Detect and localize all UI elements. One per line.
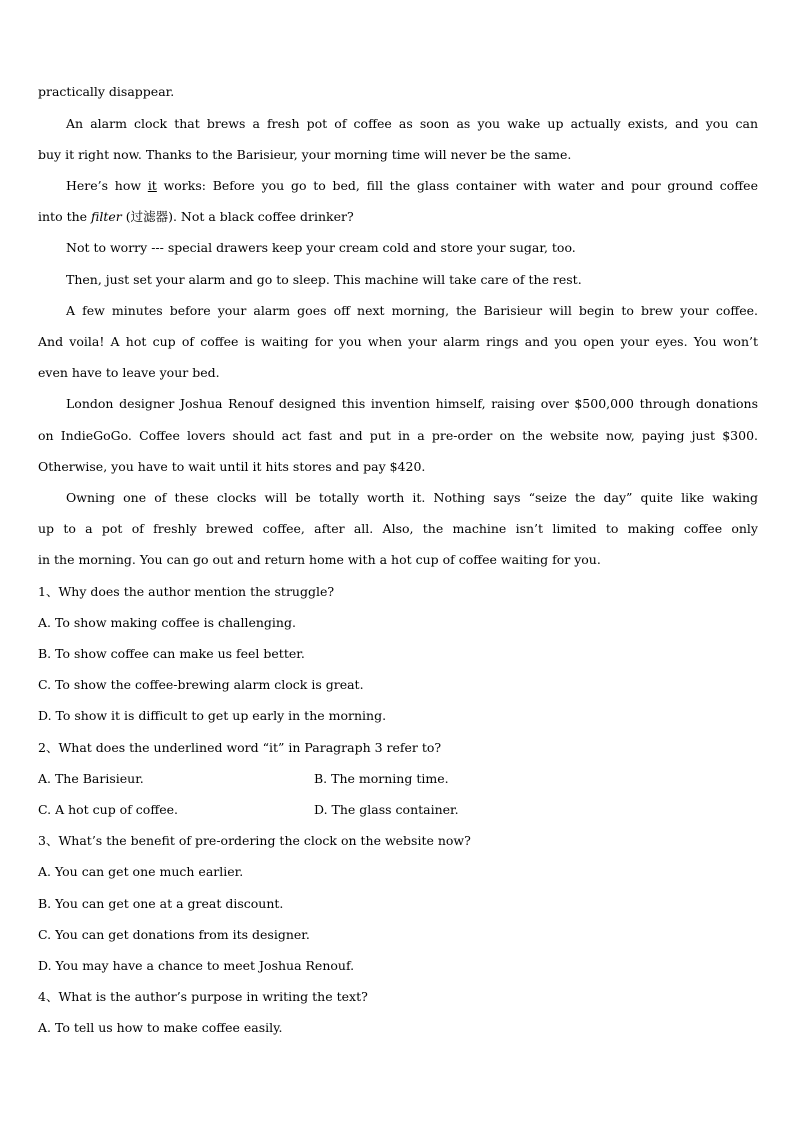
text-run: (过滤器). Not a black coffee drinker? — [121, 209, 354, 224]
answer-row — [38, 771, 758, 787]
passage-line: Then, just set your alarm and go to sleep. This machine will take care of the rest. — [66, 272, 582, 287]
passage-line: buy it right now. Thanks to the Barisieur, your morning time will never be the same. — [38, 147, 572, 162]
passage-line: A few minutes before your alarm goes off next morning, the Barisieur will begin to brew your coffee. — [66, 303, 758, 318]
answer-row — [38, 802, 758, 818]
passage-line: practically disappear. — [38, 84, 175, 99]
question-stem: 2、What does the underlined word “it” in Paragraph 3 refer to? — [38, 740, 442, 755]
passage-line: Owning one of these clocks will be totally worth it. Nothing says “seize the day” quite like waking — [66, 490, 758, 505]
text-run: Here’s how — [66, 178, 148, 193]
passage-line — [38, 209, 758, 225]
passage-line: Otherwise, you have to wait until it hits stores and pay $420. — [38, 459, 426, 474]
passage-line: London designer Joshua Renouf designed this invention himself, raising over $500,000 through donations — [66, 396, 758, 411]
passage-line — [66, 178, 758, 194]
answer-option: C. To show the coffee-brewing alarm clock is great. — [38, 677, 364, 692]
text-run: works: Before you go to bed, fill the glass container with water and pour ground coffee — [156, 178, 758, 193]
passage-line: And voila! A hot cup of coffee is waiting for you when your alarm rings and you open your eyes. You won’t — [38, 334, 758, 349]
passage-line: An alarm clock that brews a fresh pot of coffee as soon as you wake up actually exists, and you can — [66, 116, 758, 131]
answer-option: A. The Barisieur. — [38, 771, 144, 786]
answer-option: C. A hot cup of coffee. — [38, 802, 178, 817]
answer-option: D. You may have a chance to meet Joshua Renouf. — [38, 958, 355, 973]
answer-option: A. To tell us how to make coffee easily. — [38, 1020, 283, 1035]
answer-option: D. To show it is difficult to get up early in the morning. — [38, 708, 387, 723]
text-run: into the — [38, 209, 92, 224]
answer-option: D. The glass container. — [314, 802, 459, 817]
answer-option: B. The morning time. — [314, 771, 449, 786]
question-stem: 1、Why does the author mention the struggle? — [38, 584, 335, 599]
underlined-word-it: it — [147, 178, 157, 193]
answer-option: B. To show coffee can make us feel better. — [38, 646, 305, 661]
question-stem: 4、What is the author’s purpose in writing the text? — [38, 989, 368, 1004]
italic-word-filter: filter — [91, 209, 122, 224]
passage-line: Not to worry --- special drawers keep your cream cold and store your sugar, too. — [66, 240, 576, 255]
passage-line: up to a pot of freshly brewed coffee, after all. Also, the machine isn’t limited to making coffee only — [38, 521, 758, 536]
passage-line: on IndieGoGo. Coffee lovers should act fast and put in a pre-order on the website now, paying just $300. — [38, 428, 758, 443]
answer-option: A. You can get one much earlier. — [38, 864, 244, 879]
question-stem: 3、What’s the benefit of pre-ordering the clock on the website now? — [38, 833, 471, 848]
passage-line: even have to leave your bed. — [38, 365, 220, 380]
passage-line: in the morning. You can go out and return home with a hot cup of coffee waiting for you. — [38, 552, 601, 567]
answer-option: B. You can get one at a great discount. — [38, 896, 284, 911]
answer-option: A. To show making coffee is challenging. — [38, 615, 296, 630]
answer-option: C. You can get donations from its designer. — [38, 927, 310, 942]
